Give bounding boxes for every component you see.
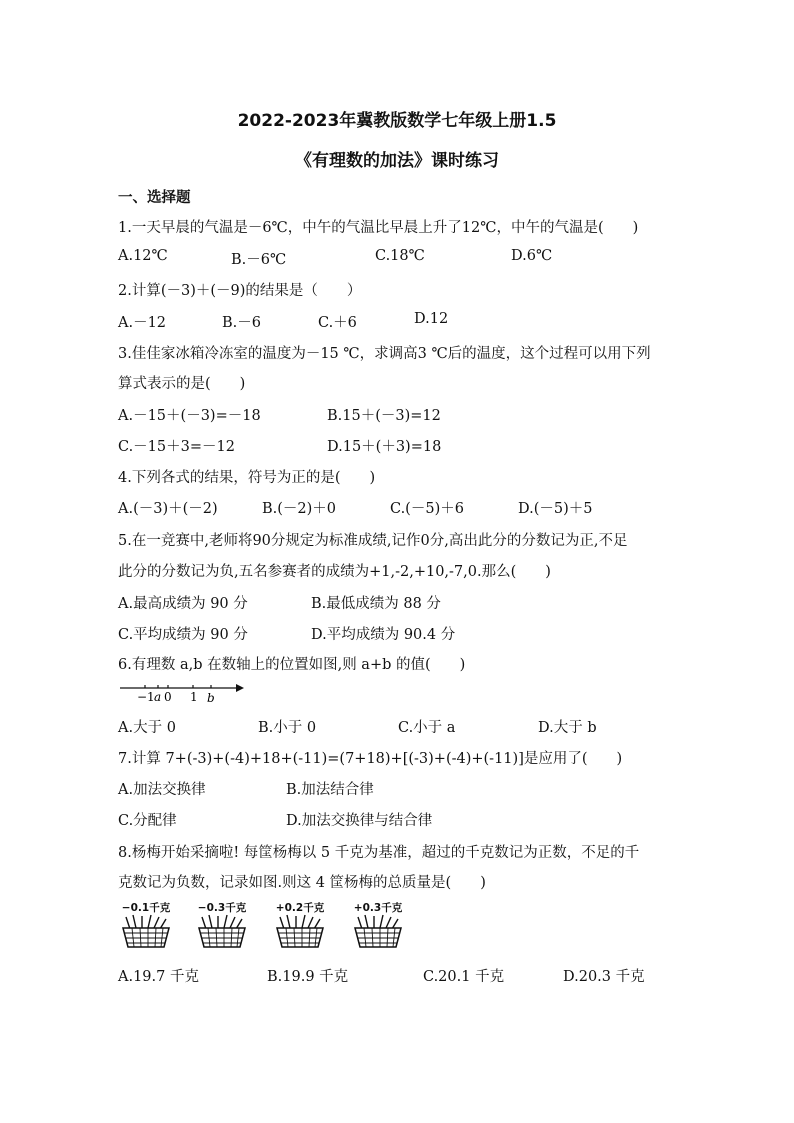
q3-option-b: B.15＋(－3)=12 — [327, 408, 441, 424]
q1-option-d: D.6℃ — [511, 248, 553, 264]
q8-option-b: B.19.9 千克 — [267, 969, 349, 985]
basket-3 — [272, 900, 328, 952]
question-6: 6.有理数 a,b 在数轴上的位置如图,则 a+b 的值( ) — [118, 657, 466, 673]
q6-option-a: A.大于 0 — [118, 720, 176, 736]
basket-icon — [120, 913, 172, 951]
basket-2 — [194, 900, 250, 952]
question-8-line2: 克数记为负数，记录如图.则这 4 筐杨梅的总质量是( ) — [118, 875, 486, 891]
q8-option-a: A.19.7 千克 — [118, 969, 199, 985]
number-line-figure — [118, 680, 248, 710]
q7-option-d: D.加法交换律与结合律 — [286, 813, 433, 829]
q4-option-c: C.(－5)＋6 — [390, 501, 464, 517]
label-minus-one: −1 — [137, 690, 155, 704]
label-b: b — [207, 691, 215, 705]
q8-option-d: D.20.3 千克 — [563, 969, 645, 985]
q7-option-b: B.加法结合律 — [286, 782, 374, 798]
basket-3-label: +0.2千克 — [275, 902, 325, 914]
q1-option-b: B.－6℃ — [231, 252, 287, 268]
q5-option-c: C.平均成绩为 90 分 — [118, 627, 248, 643]
basket-icon — [352, 913, 404, 951]
q4-option-b: B.(－2)＋0 — [262, 501, 337, 517]
basket-2-label: −0.3千克 — [197, 902, 247, 914]
q4-option-d: D.(－5)＋5 — [518, 501, 593, 517]
q6-option-c: C.小于 a — [398, 720, 456, 736]
q5-option-b: B.最低成绩为 88 分 — [311, 596, 441, 612]
number-line-arrow — [236, 684, 244, 692]
question-4: 4.下列各式的结果，符号为正的是( ) — [118, 470, 376, 486]
q5-option-d: D.平均成绩为 90.4 分 — [311, 627, 456, 643]
page-title-line2: 《有理数的加法》课时练习 — [295, 151, 499, 171]
question-1: 1.一天早晨的气温是－6℃，中午的气温比早晨上升了12℃，中午的气温是( ) — [118, 220, 639, 236]
question-3-line2: 算式表示的是( ) — [118, 376, 246, 392]
question-8-line1: 8.杨梅开始采摘啦! 每筐杨梅以 5 千克为基准，超过的千克数记为正数，不足的千 — [118, 845, 640, 861]
q3-option-a: A.－15＋(－3)=－18 — [118, 408, 261, 424]
basket-icon — [196, 913, 248, 951]
basket-4 — [350, 900, 406, 952]
number-line-svg — [118, 680, 248, 706]
q7-option-c: C.分配律 — [118, 813, 177, 829]
section-heading: 一、选择题 — [118, 190, 191, 206]
label-zero: 0 — [164, 690, 172, 704]
q5-option-a: A.最高成绩为 90 分 — [118, 596, 248, 612]
q1-option-c: C.18℃ — [375, 248, 425, 264]
basket-1 — [118, 900, 174, 952]
q2-option-d: D.12 — [414, 311, 449, 327]
q3-option-d: D.15＋(＋3)=18 — [327, 439, 442, 455]
q2-option-c: C.＋6 — [318, 315, 357, 331]
question-3-line1: 3.佳佳家冰箱冷冻室的温度为－15 ℃，求调高3 ℃后的温度，这个过程可以用下列 — [118, 346, 651, 362]
q4-option-a: A.(－3)＋(－2) — [118, 501, 218, 517]
basket-4-label: +0.3千克 — [353, 902, 403, 914]
q6-option-d: D.大于 b — [538, 720, 597, 736]
q1-option-a: A.12℃ — [118, 248, 168, 264]
label-one: 1 — [190, 690, 198, 704]
question-7: 7.计算 7+(-3)+(-4)+18+(-11)=(7+18)+[(-3)+(-4)+(-11)]是应用了( ) — [118, 751, 623, 767]
question-5-line1: 5.在一竞赛中,老师将90分规定为标准成绩,记作0分,高出此分的分数记为正,不足 — [118, 533, 628, 549]
q2-option-a: A.－12 — [118, 315, 167, 331]
q3-option-c: C.－15＋3=－12 — [118, 439, 235, 455]
q7-option-a: A.加法交换律 — [118, 782, 206, 798]
question-2: 2.计算(－3)＋(－9)的结果是（ ） — [118, 283, 362, 299]
basket-1-label: −0.1千克 — [121, 902, 171, 914]
q8-option-c: C.20.1 千克 — [423, 969, 505, 985]
basket-icon — [274, 913, 326, 951]
label-a: a — [154, 690, 162, 704]
page-title-line1: 2022-2023年冀教版数学七年级上册1.5 — [237, 111, 557, 131]
q6-option-b: B.小于 0 — [258, 720, 317, 736]
question-5-line2: 此分的分数记为负,五名参赛者的成绩为+1,-2,+10,-7,0.那么( ) — [118, 564, 551, 580]
q2-option-b: B.－6 — [222, 315, 261, 331]
